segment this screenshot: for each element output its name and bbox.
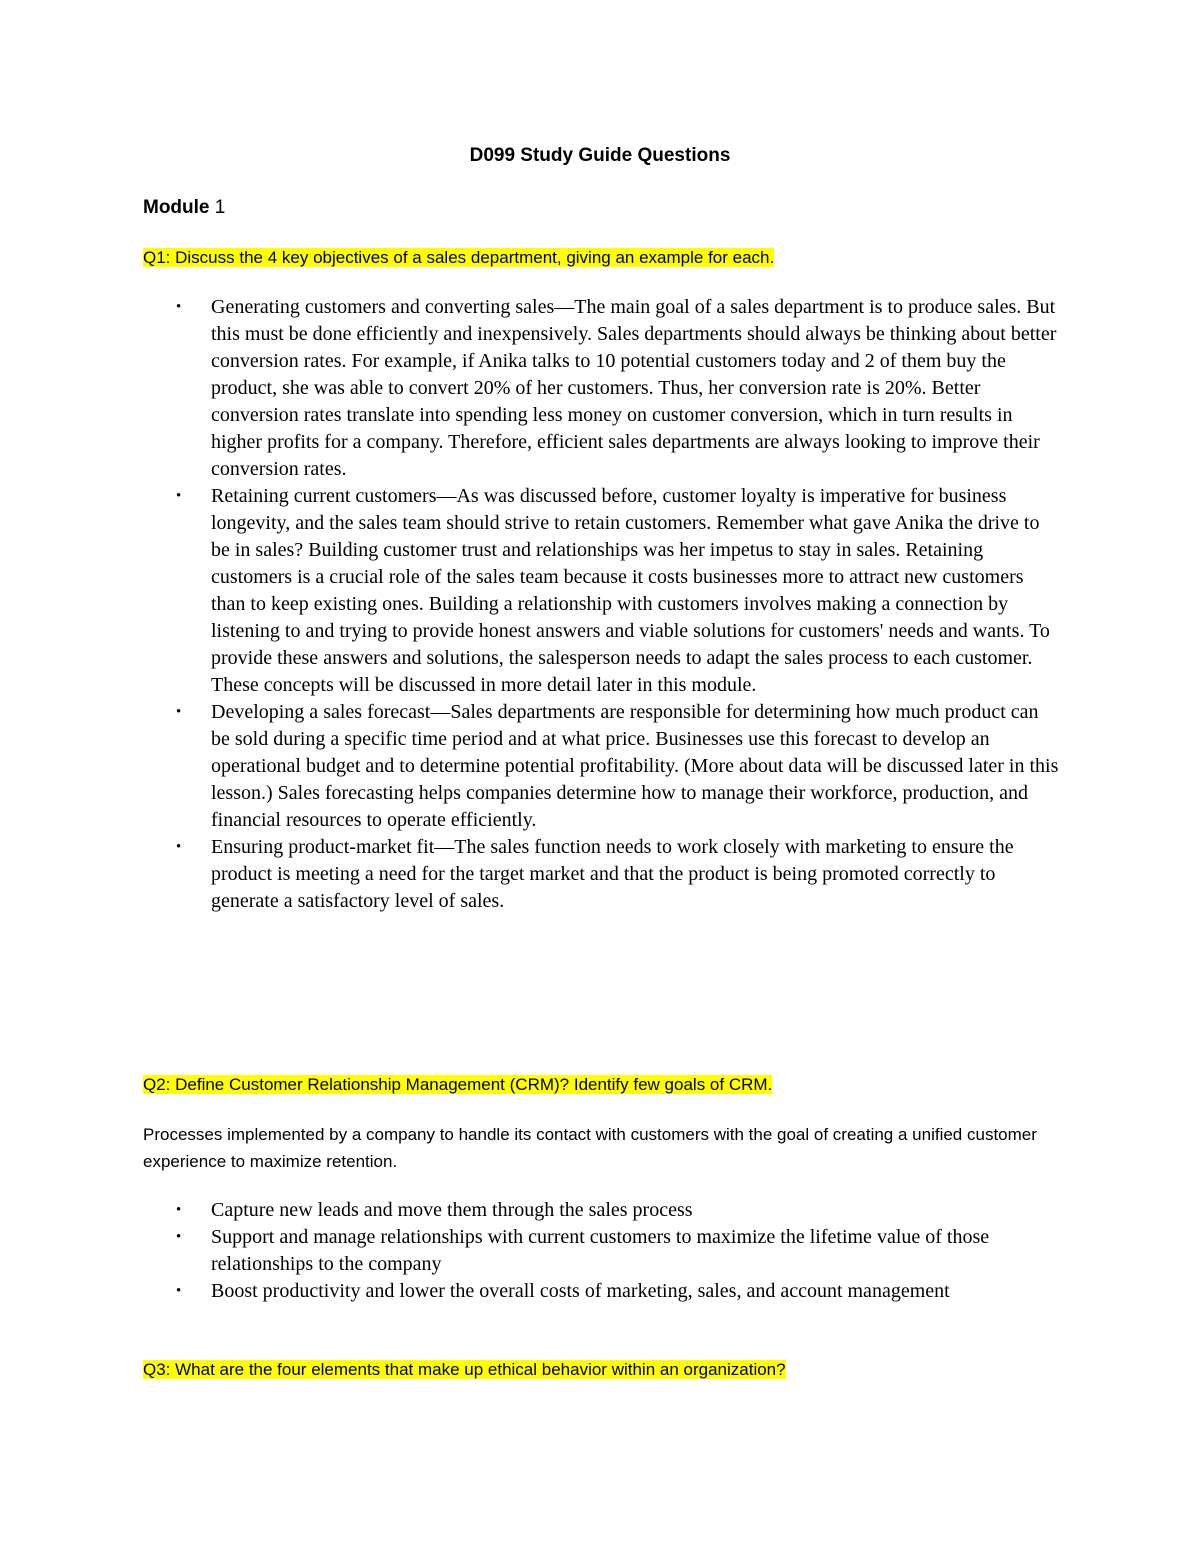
module-label: Module (143, 197, 210, 218)
list-item (0, 1278, 1061, 1305)
bullet-icon: • (176, 704, 182, 720)
list-item-text: Developing a sales forecast—Sales departments are responsible for determining how much product can be sold during a specific time period and at what price. Businesses use this forecast to develop an operational budget and to determine potential profitability. (More about data will be discussed later in this lesson.) Sales forecasting helps companies determine how to manage their workforce, production, and financial resources to operate efficiently. (211, 701, 1059, 831)
list-item-text: Boost productivity and lower the overall costs of marketing, sales, and account management (211, 1280, 950, 1302)
question-1-text: Q1: Discuss the 4 key objectives of a sales department, giving an example for each. (143, 248, 775, 267)
bullet-icon: • (176, 299, 182, 315)
list-item (0, 1197, 1061, 1224)
document-title: D099 Study Guide Questions (469, 145, 731, 166)
list-item (0, 483, 1061, 699)
question-1 (143, 246, 774, 270)
list-item-text: Support and manage relationships with current customers to maximize the lifetime value of those relationships to the company (211, 1226, 990, 1275)
q2-answer-paragraph: Processes implemented by a company to handle its contact with customers with the goal of creating a unified customer experience to maximize retention. (143, 1125, 1037, 1171)
list-item (0, 294, 1061, 483)
question-3-text: Q3: What are the four elements that make up ethical behavior within an organization? (143, 1360, 786, 1379)
bullet-icon: • (176, 1229, 182, 1245)
list-item-text: Ensuring product-market fit—The sales function needs to work closely with marketing to ensure the product is meeting a need for the target market and that the product is being promoted correctly to generate a satisfactory level of sales. (211, 836, 1014, 912)
list-item (0, 1224, 1061, 1278)
bullet-icon: • (176, 1202, 182, 1218)
q2-goals-list (0, 1197, 1061, 1305)
bullet-icon: • (176, 1283, 182, 1299)
q1-answer-list (0, 294, 1061, 915)
module-number: 1 (214, 197, 226, 218)
bullet-icon: • (176, 488, 182, 504)
question-2 (143, 1073, 772, 1097)
question-3 (143, 1358, 786, 1382)
list-item-text: Capture new leads and move them through the sales process (211, 1199, 693, 1221)
list-item-text: Retaining current customers—As was discussed before, customer loyalty is imperative for business longevity, and the sales team should strive to retain customers. Remember what gave Anika the drive to be in sales? Building customer trust and relationships was her impetus to stay in sales. Retaining customers is a crucial role of the sales team because it costs businesses more to attract new customers than to keep existing ones. Building a relationship with customers involves making a connection by listening to and trying to provide honest answers and viable solutions for customers' needs and wants. To provide these answers and solutions, the salesperson needs to adapt the sales process to each customer. These concepts will be discussed in more detail later in this module. (211, 485, 1050, 696)
module-heading (143, 195, 225, 221)
question-2-text: Q2: Define Customer Relationship Management (CRM)? Identify few goals of CRM. (143, 1075, 773, 1094)
list-item (0, 699, 1061, 834)
bullet-icon: • (176, 839, 182, 855)
list-item-text: Generating customers and converting sales—The main goal of a sales department is to produce sales. But this must be done efficiently and inexpensively. Sales departments should always be thinking about better conversion rates. For example, if Anika talks to 10 potential customers today and 2 of them buy the product, she was able to convert 20% of her customers. Thus, her conversion rate is 20%. Better conversion rates translate into spending less money on customer conversion, which in turn results in higher profits for a company. Therefore, efficient sales departments are always looking to improve their conversion rates. (211, 296, 1057, 480)
list-item (0, 834, 1061, 915)
